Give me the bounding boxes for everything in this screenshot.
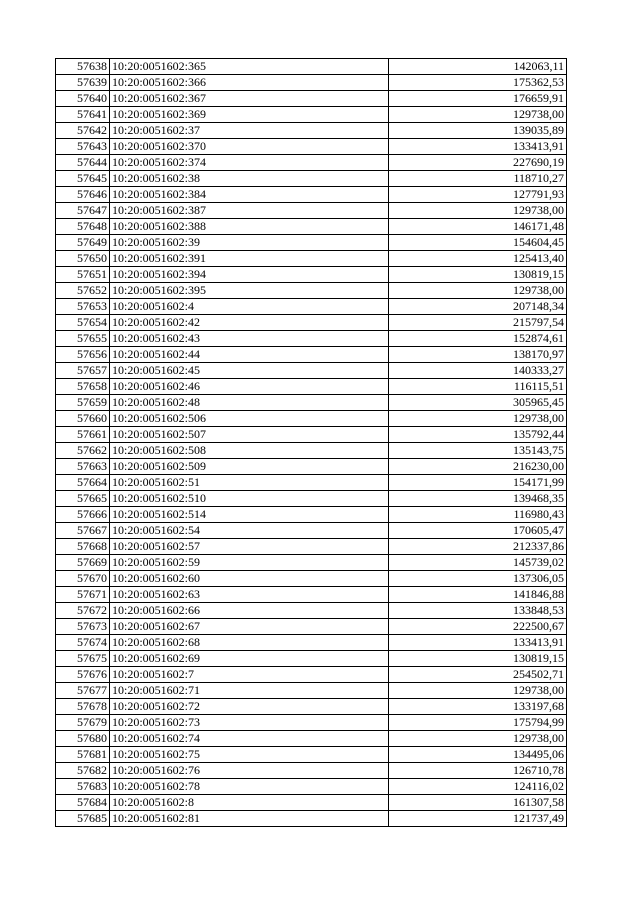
value-cell: 145739,02 [389,555,567,571]
table-row [56,267,567,283]
row-number-cell: 57657 [56,363,110,379]
table-row [56,347,567,363]
table-row [56,779,567,795]
row-number-cell: 57645 [56,171,110,187]
cadastral-number-cell: 10:20:0051602:51 [110,475,389,491]
row-number-cell: 57666 [56,507,110,523]
cadastral-number-cell: 10:20:0051602:59 [110,555,389,571]
row-number-cell: 57655 [56,331,110,347]
cadastral-number-cell: 10:20:0051602:367 [110,91,389,107]
row-number-cell: 57665 [56,491,110,507]
table-body [56,59,567,827]
value-cell: 116980,43 [389,507,567,523]
cadastral-number-cell: 10:20:0051602:48 [110,395,389,411]
cadastral-number-cell: 10:20:0051602:506 [110,411,389,427]
value-cell: 140333,27 [389,363,567,379]
cadastral-number-cell: 10:20:0051602:68 [110,635,389,651]
row-number-cell: 57649 [56,235,110,251]
table-row [56,251,567,267]
value-cell: 129738,00 [389,683,567,699]
row-number-cell: 57642 [56,123,110,139]
table-row [56,699,567,715]
table-row [56,235,567,251]
cadastral-value-table [55,58,567,827]
row-number-cell: 57678 [56,699,110,715]
cadastral-number-cell: 10:20:0051602:510 [110,491,389,507]
cadastral-number-cell: 10:20:0051602:81 [110,811,389,827]
table-row [56,507,567,523]
value-cell: 142063,11 [389,59,567,75]
table-row [56,299,567,315]
row-number-cell: 57682 [56,763,110,779]
cadastral-number-cell: 10:20:0051602:74 [110,731,389,747]
value-cell: 130819,15 [389,267,567,283]
value-cell: 154171,99 [389,475,567,491]
value-cell: 138170,97 [389,347,567,363]
table-row [56,763,567,779]
value-cell: 137306,05 [389,571,567,587]
cadastral-number-cell: 10:20:0051602:384 [110,187,389,203]
value-cell: 170605,47 [389,523,567,539]
value-cell: 227690,19 [389,155,567,171]
cadastral-number-cell: 10:20:0051602:44 [110,347,389,363]
cadastral-number-cell: 10:20:0051602:38 [110,171,389,187]
value-cell: 135143,75 [389,443,567,459]
table-row [56,203,567,219]
table-row [56,427,567,443]
row-number-cell: 57651 [56,267,110,283]
cadastral-number-cell: 10:20:0051602:394 [110,267,389,283]
cadastral-number-cell: 10:20:0051602:374 [110,155,389,171]
cadastral-number-cell: 10:20:0051602:7 [110,667,389,683]
cadastral-number-cell: 10:20:0051602:73 [110,715,389,731]
table-row [56,587,567,603]
row-number-cell: 57667 [56,523,110,539]
table-row [56,459,567,475]
table-row [56,491,567,507]
cadastral-number-cell: 10:20:0051602:388 [110,219,389,235]
table-row [56,107,567,123]
table-row [56,379,567,395]
table-row [56,395,567,411]
table-row [56,523,567,539]
row-number-cell: 57672 [56,603,110,619]
cadastral-number-cell: 10:20:0051602:508 [110,443,389,459]
cadastral-number-cell: 10:20:0051602:57 [110,539,389,555]
value-cell: 118710,27 [389,171,567,187]
row-number-cell: 57674 [56,635,110,651]
table-row [56,411,567,427]
table-row [56,619,567,635]
value-cell: 116115,51 [389,379,567,395]
table-row [56,139,567,155]
table-row [56,123,567,139]
table-row [56,315,567,331]
cadastral-number-cell: 10:20:0051602:75 [110,747,389,763]
table-row [56,331,567,347]
value-cell: 216230,00 [389,459,567,475]
value-cell: 175362,53 [389,75,567,91]
row-number-cell: 57644 [56,155,110,171]
table-row [56,795,567,811]
cadastral-number-cell: 10:20:0051602:37 [110,123,389,139]
row-number-cell: 57680 [56,731,110,747]
cadastral-number-cell: 10:20:0051602:63 [110,587,389,603]
row-number-cell: 57677 [56,683,110,699]
cadastral-number-cell: 10:20:0051602:43 [110,331,389,347]
table-row [56,555,567,571]
value-cell: 207148,34 [389,299,567,315]
table-row [56,667,567,683]
row-number-cell: 57664 [56,475,110,491]
table-row [56,91,567,107]
value-cell: 135792,44 [389,427,567,443]
table-row [56,603,567,619]
row-number-cell: 57675 [56,651,110,667]
row-number-cell: 57639 [56,75,110,91]
value-cell: 121737,49 [389,811,567,827]
row-number-cell: 57643 [56,139,110,155]
row-number-cell: 57673 [56,619,110,635]
value-cell: 134495,06 [389,747,567,763]
table-row [56,731,567,747]
row-number-cell: 57671 [56,587,110,603]
value-cell: 129738,00 [389,203,567,219]
table-row [56,683,567,699]
value-cell: 129738,00 [389,411,567,427]
table-row [56,811,567,827]
value-cell: 141846,88 [389,587,567,603]
value-cell: 133413,91 [389,139,567,155]
cadastral-number-cell: 10:20:0051602:366 [110,75,389,91]
value-cell: 161307,58 [389,795,567,811]
cadastral-number-cell: 10:20:0051602:71 [110,683,389,699]
table-row [56,635,567,651]
value-cell: 305965,45 [389,395,567,411]
table-row [56,571,567,587]
row-number-cell: 57638 [56,59,110,75]
row-number-cell: 57670 [56,571,110,587]
row-number-cell: 57683 [56,779,110,795]
value-cell: 133197,68 [389,699,567,715]
value-cell: 133848,53 [389,603,567,619]
row-number-cell: 57663 [56,459,110,475]
cadastral-number-cell: 10:20:0051602:514 [110,507,389,523]
value-cell: 139468,35 [389,491,567,507]
cadastral-number-cell: 10:20:0051602:8 [110,795,389,811]
value-cell: 154604,45 [389,235,567,251]
row-number-cell: 57676 [56,667,110,683]
cadastral-number-cell: 10:20:0051602:369 [110,107,389,123]
table-row [56,475,567,491]
table-row [56,155,567,171]
table-row [56,715,567,731]
row-number-cell: 57662 [56,443,110,459]
row-number-cell: 57653 [56,299,110,315]
value-cell: 139035,89 [389,123,567,139]
cadastral-number-cell: 10:20:0051602:69 [110,651,389,667]
row-number-cell: 57681 [56,747,110,763]
cadastral-number-cell: 10:20:0051602:66 [110,603,389,619]
table-row [56,539,567,555]
cadastral-number-cell: 10:20:0051602:76 [110,763,389,779]
value-cell: 146171,48 [389,219,567,235]
table-row [56,59,567,75]
value-cell: 129738,00 [389,283,567,299]
cadastral-number-cell: 10:20:0051602:387 [110,203,389,219]
row-number-cell: 57647 [56,203,110,219]
table-row [56,187,567,203]
row-number-cell: 57640 [56,91,110,107]
value-cell: 222500,67 [389,619,567,635]
value-cell: 129738,00 [389,107,567,123]
cadastral-number-cell: 10:20:0051602:67 [110,619,389,635]
row-number-cell: 57685 [56,811,110,827]
cadastral-number-cell: 10:20:0051602:46 [110,379,389,395]
cadastral-number-cell: 10:20:0051602:4 [110,299,389,315]
value-cell: 125413,40 [389,251,567,267]
table-row [56,75,567,91]
row-number-cell: 57684 [56,795,110,811]
value-cell: 175794,99 [389,715,567,731]
table-row [56,443,567,459]
row-number-cell: 57650 [56,251,110,267]
table-row [56,171,567,187]
cadastral-number-cell: 10:20:0051602:365 [110,59,389,75]
row-number-cell: 57660 [56,411,110,427]
cadastral-number-cell: 10:20:0051602:54 [110,523,389,539]
cadastral-number-cell: 10:20:0051602:391 [110,251,389,267]
value-cell: 124116,02 [389,779,567,795]
cadastral-number-cell: 10:20:0051602:395 [110,283,389,299]
cadastral-number-cell: 10:20:0051602:60 [110,571,389,587]
row-number-cell: 57656 [56,347,110,363]
row-number-cell: 57659 [56,395,110,411]
table-row [56,747,567,763]
row-number-cell: 57679 [56,715,110,731]
table-row [56,651,567,667]
cadastral-number-cell: 10:20:0051602:509 [110,459,389,475]
cadastral-number-cell: 10:20:0051602:39 [110,235,389,251]
row-number-cell: 57648 [56,219,110,235]
row-number-cell: 57658 [56,379,110,395]
value-cell: 152874,61 [389,331,567,347]
row-number-cell: 57661 [56,427,110,443]
row-number-cell: 57641 [56,107,110,123]
cadastral-number-cell: 10:20:0051602:507 [110,427,389,443]
value-cell: 212337,86 [389,539,567,555]
table-row [56,219,567,235]
cadastral-number-cell: 10:20:0051602:45 [110,363,389,379]
value-cell: 133413,91 [389,635,567,651]
value-cell: 176659,91 [389,91,567,107]
value-cell: 215797,54 [389,315,567,331]
row-number-cell: 57652 [56,283,110,299]
table-row [56,283,567,299]
value-cell: 127791,93 [389,187,567,203]
row-number-cell: 57668 [56,539,110,555]
cadastral-number-cell: 10:20:0051602:42 [110,315,389,331]
value-cell: 254502,71 [389,667,567,683]
table-row [56,363,567,379]
cadastral-number-cell: 10:20:0051602:72 [110,699,389,715]
row-number-cell: 57654 [56,315,110,331]
value-cell: 130819,15 [389,651,567,667]
row-number-cell: 57646 [56,187,110,203]
row-number-cell: 57669 [56,555,110,571]
cadastral-number-cell: 10:20:0051602:78 [110,779,389,795]
cadastral-number-cell: 10:20:0051602:370 [110,139,389,155]
value-cell: 126710,78 [389,763,567,779]
value-cell: 129738,00 [389,731,567,747]
